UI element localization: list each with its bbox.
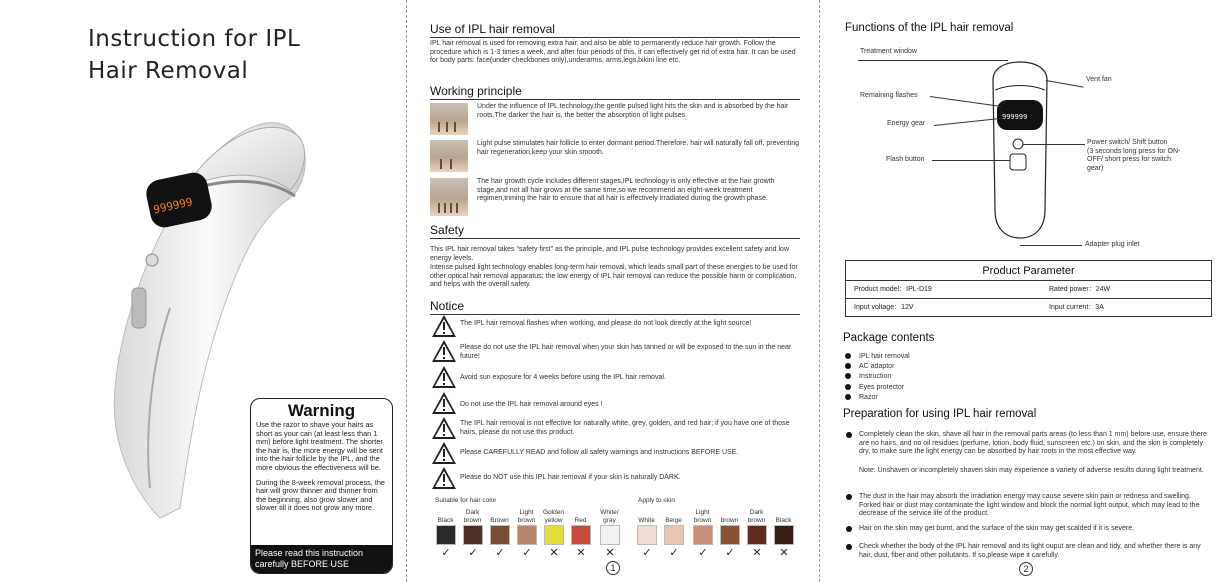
cross-icon: ✕: [576, 547, 586, 559]
working-text: Light pulse stimulates hair follicle to enter dormant period.Therefore, hair will naturally fall off, preventing hair regeneration,keep your skin smooth.: [477, 140, 800, 156]
hair-swatch: [490, 525, 510, 545]
hair-swatch: [436, 525, 456, 545]
param-row: [846, 299, 1211, 317]
list-item: Razor: [845, 393, 910, 403]
warning-triangle-icon: [432, 417, 456, 439]
prep-item: The dust in the hair may absorb the irradiation energy may cause severe skin pain or redness and swelling. Forked hair or dust may contaminate the light window and block the normal light output, which may lead to the decrease of the service life of the product.: [845, 493, 1213, 519]
callout-line: [932, 160, 1010, 161]
check-icon: ✓: [495, 547, 505, 559]
page-number: 2: [1019, 562, 1033, 576]
check-icon: ✓: [441, 547, 451, 559]
warning-triangle-icon: [432, 315, 456, 337]
hair-swatch: [517, 525, 537, 545]
page-title-line1: Instruction for IPL: [88, 26, 301, 52]
skin-swatch: [637, 525, 657, 545]
working-item: [430, 178, 800, 216]
list-item: IPL hair removal: [845, 352, 910, 362]
warning-footer: Please read this instruction carefully BEFORE USE: [251, 545, 392, 573]
skin-label: brown: [720, 517, 739, 524]
callout-adapter: Adapter plug inlet: [1085, 241, 1140, 248]
notice-text: Please CAREFULLY READ and follow all safety warnings and instructions BEFORE USE.: [460, 449, 739, 456]
callout-flash-button: Flash button: [886, 156, 925, 163]
callout-remaining-flashes: Remaining flashes: [860, 92, 918, 99]
skin-illustration: [430, 140, 468, 172]
skin-swatch: [774, 525, 794, 545]
use-text: IPL hair removal is used for removing extra hair, and also be able to permanently reduce hair growth. Follow the procedure which is 1-3 times a week, and after four periods of this, it can effectively get rid of extra hair. It can be used for body parts: face(under checkbones only),underarms, arms,legs,bikini line etc.: [430, 40, 796, 65]
callout-line: [1023, 144, 1085, 145]
hair-swatch: [544, 525, 564, 545]
check-icon: ✓: [669, 547, 679, 559]
working-item: [430, 103, 800, 135]
callout-treatment-window: Treatment window: [860, 48, 917, 55]
hair-swatch: [463, 525, 483, 545]
skin-label: White: [638, 517, 655, 524]
cross-icon: ✕: [605, 547, 615, 559]
skin-swatch: [747, 525, 767, 545]
device-diagram: [985, 60, 1055, 245]
warning-box: [250, 398, 393, 574]
warning-text-2: During the 8-week removal process, the hair will grow thinner and thinner from the beginning, also grow slower and slower till it does not grow any more.: [256, 477, 385, 513]
param-rated-power: Rated power：24W: [1049, 286, 1111, 293]
list-item: Instruction: [845, 372, 910, 382]
skin-illustration: [430, 178, 468, 216]
package-list: [845, 352, 910, 403]
hair-label: Light brown: [517, 509, 536, 524]
check-icon: ✓: [642, 547, 652, 559]
hair-label: Black: [437, 517, 454, 524]
working-item: [430, 140, 800, 172]
warning-text-1: Use the razor to shave your hairs as short as your can (at least less than 1 mm) before light treatment. The shorter the hair is, the more energy will be sent into the hair follicle by the IPL, and the more obvious the effectiveness will be.: [256, 420, 383, 472]
safety-text-1: This IPL hair removal takes “safety first” as the principle, and IPL pulse technology provides excellent safety and low energy levels.: [430, 246, 789, 262]
skin-swatch: [720, 525, 740, 545]
notice-text: Avoid sun exposure for 4 weeks before using the IPL hair removal.: [460, 374, 666, 381]
param-input-current: Input current：3A: [1049, 304, 1104, 311]
section-title-use: Use of IPL hair removal: [430, 22, 800, 38]
callout-power-switch: Power switch/ Shift button: [1087, 139, 1168, 146]
warning-title: Warning: [287, 401, 356, 420]
callout-power-detail: (3 seconds long press for ON-OFF/ short press for switch gear): [1087, 148, 1181, 172]
diagram-display: 999999: [1002, 113, 1028, 121]
cross-icon: ✕: [549, 547, 559, 559]
section-title-notice: Notice: [430, 299, 800, 315]
prep-note: Note: Unshaven or incompletely shaven skin may experience a variety of adverse results during light treatment.: [859, 467, 1204, 474]
section-title-functions: Functions of the IPL hair removal: [845, 22, 1014, 34]
param-title: Product Parameter: [846, 261, 1211, 281]
fold-line: [406, 0, 407, 582]
prep-item: Check whether the body of the IPL hair removal and its light ouput are clean and tidy, and whether there is any hair, dust, fiber and other pollutants. If so,please wipe it carefully.: [845, 543, 1213, 560]
prep-item: Hair on the skin may get burnt, and the surface of the skin may get scalded if it is severe.: [845, 525, 1213, 534]
warning-triangle-icon: [432, 392, 456, 414]
skin-label: Beige: [665, 517, 682, 524]
fold-line: [819, 0, 820, 582]
warning-triangle-icon: [432, 467, 456, 489]
section-title-safety: Safety: [430, 223, 800, 239]
skin-label: Dark brown: [747, 509, 766, 524]
skin-swatch: [693, 525, 713, 545]
callout-line: [1020, 245, 1082, 246]
warning-triangle-icon: [432, 366, 456, 388]
notice-text: Do not use the IPL hair removal around eyes !: [460, 401, 603, 408]
warning-triangle-icon: [432, 442, 456, 464]
safety-text-2: Intense pulsed light technology enables long-term hair removal, which leads small part of these energies to be used for other optical hair removal apparatus; the low energy of IPL hair removal can reduce the possible harm or complication, and helps with the overall safety.: [430, 264, 798, 289]
cross-icon: ✕: [779, 547, 789, 559]
check-icon: ✓: [468, 547, 478, 559]
page-number: 1: [606, 561, 620, 575]
device-display: 999999: [152, 195, 194, 217]
warning-triangle-icon: [432, 340, 456, 362]
hair-label: Red: [574, 517, 587, 524]
notice-text: The IPL hair removal flashes when working, and please do not look directly at the light source!: [460, 320, 752, 327]
param-row: [846, 281, 1211, 299]
cross-icon: ✕: [752, 547, 762, 559]
list-item: Eyes protector: [845, 383, 910, 393]
check-icon: ✓: [698, 547, 708, 559]
skin-swatch: [664, 525, 684, 545]
notice-text: Please do NOT use this IPL hair removal if your skin is naturally DARK.: [460, 474, 681, 481]
page-title-line2: Hair Removal: [88, 58, 249, 84]
section-title-working: Working principle: [430, 84, 800, 100]
hair-label: White/ gray: [600, 509, 619, 524]
working-text: The hair growth cycle includes different stages,IPL technology is only effective at the hair growth stage,and not all hair grows at the same time,so we recommend an eight-week treatment regimen,triming the hair to ensure that all hair is effectively irradiated during the growth phase.: [477, 178, 775, 203]
notice-text: The IPL hair removal is not effective for naturally white, grey, golden, and red hair; if you have one of those hairs, please do not use this product.: [460, 420, 790, 436]
hair-label: Dark brown: [463, 509, 482, 524]
notice-text: Please do not use the IPL hair removal when your skin has tanned or will be exposed to the sun in the near future!: [460, 344, 792, 360]
skin-heading: Apply to skin: [638, 497, 675, 504]
skin-label: Black: [775, 517, 792, 524]
product-parameter-table: [845, 260, 1212, 317]
hair-heading: Suitable for hair color: [435, 497, 497, 504]
callout-vent-fan: Vent fan: [1086, 76, 1112, 83]
skin-illustration: [430, 103, 468, 135]
hair-label: Brown: [490, 517, 509, 524]
skin-label: Light brown: [693, 509, 712, 524]
hair-swatch: [600, 525, 620, 545]
list-item: AC adaptor: [845, 362, 910, 372]
prep-item: Completely clean the skin, shave all hair in the removal parts areas (to less than 1 mm) before use, ensure there are no hairs, and no oil residues (perfume, lotion, body fluid, sunscreen etc.) on skin, and the skin is completely dry, to make sure the light energy can be absorbed by hair roots in the most effective way.: [845, 431, 1213, 457]
callout-energy-gear: Energy gear: [887, 120, 926, 127]
section-title-package: Package contents: [843, 332, 935, 344]
section-title-preparation: Preparation for using IPL hair removal: [843, 408, 1037, 420]
hair-swatch: [571, 525, 591, 545]
param-model: Product model：IPL-D19: [854, 286, 932, 293]
callout-line: [858, 60, 1008, 61]
check-icon: ✓: [725, 547, 735, 559]
param-input-voltage: Input voltage：12V: [854, 304, 914, 311]
hair-label: Golden yellow: [543, 509, 564, 524]
check-icon: ✓: [522, 547, 532, 559]
working-text: Under the influence of IPL technology,the gentle pulsed light hits the skin and is absorbed by the hair roots.The darker the hair is, the better the absorption of light pulses.: [477, 103, 789, 119]
